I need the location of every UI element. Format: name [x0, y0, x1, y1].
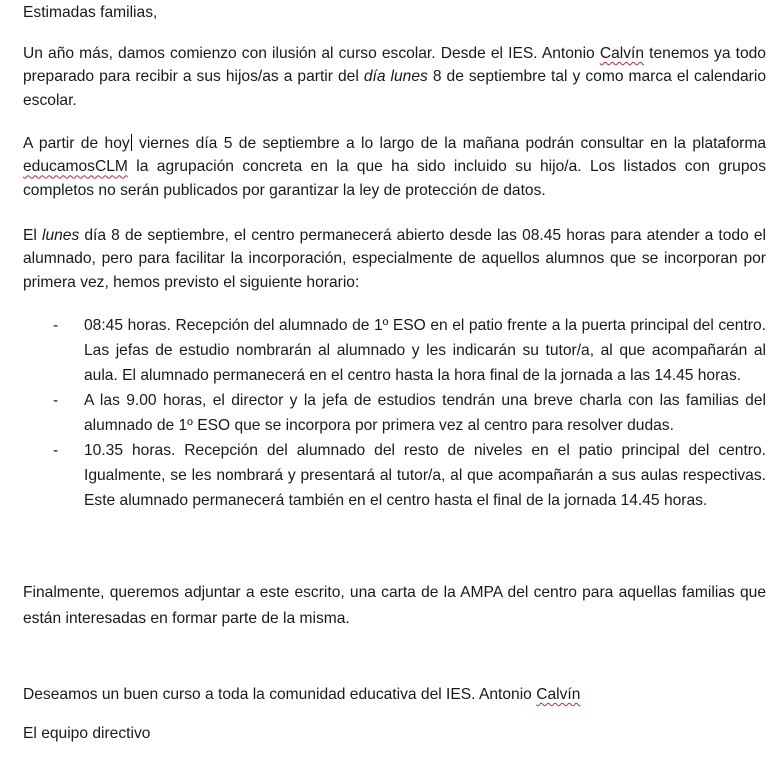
closing-text-a: Deseamos un buen curso a toda la comunidad educativa del IES. Antonio	[23, 686, 537, 703]
list-item	[0, 313, 766, 388]
p1-date-italic: día lunes	[363, 68, 428, 86]
p2-text-b: viernes día 5 de septiembre a lo largo de la mañana podrán consultar en la plataforma	[132, 135, 766, 152]
paragraph-intro	[23, 42, 766, 112]
signature	[23, 722, 766, 745]
paragraph-platform	[23, 132, 766, 202]
text-cursor	[131, 134, 132, 151]
list-item-text: 08:45 horas. Recepción del alumnado de 1º ESO en el patio frente a la puerta principal del centro. Las jefas de estudio nombrarán al alumnado y les indicarán su tutor/a, al que acompañarán al aula. El alumnado permanecerá en el centro hasta la hora final de la jornada a las 14.45 horas.	[84, 317, 766, 384]
schedule-list	[0, 313, 779, 513]
list-item-text: 10.35 horas. Recepción del alumnado del resto de niveles en el patio principal del centro. Igualmente, se les nombrará y presentará al tutor/a, al que acompañarán a sus aulas respectivas. Este alumnado permanecerá también en el centro hasta el final de la jornada 14.45 horas.	[84, 442, 766, 509]
p1-text-a: Un año más, damos comienzo con ilusión al curso escolar. Desde el IES. Antonio	[23, 45, 600, 62]
bullet-marker: -	[53, 442, 59, 459]
p3-text-a: El	[23, 227, 42, 244]
salutation-text: Estimadas familias,	[23, 4, 158, 21]
salutation	[23, 1, 766, 24]
paragraph-ampa	[23, 580, 766, 632]
p1-text-c: 8 de septiembre tal y como marca el calendario escolar.	[23, 68, 766, 109]
bullet-marker: -	[53, 392, 59, 409]
paragraph-schedule-intro	[23, 224, 766, 294]
p1-text-b: tenemos ya todo preparado para recibir a sus hijos/as a partir del	[23, 45, 766, 86]
closing-line	[23, 683, 766, 706]
p2-text-a: A partir de hoy	[23, 135, 130, 152]
list-item	[0, 388, 766, 438]
list-item	[0, 438, 766, 513]
p2-text-c: la agrupación concreta en la que ha sido incluido su hijo/a. Los listados con grupos completos no serán publicados por garantizar la ley de protección de datos.	[23, 158, 766, 199]
spellcheck-calvin: Calvín	[599, 45, 645, 62]
bullet-marker: -	[53, 317, 59, 334]
p3-text-b: día 8 de septiembre, el centro permanecerá abierto desde las 08.45 horas para atender a todo el alumnado, pero para facilitar la incorporación, especialmente de aquellos alumnos que se incorporan por primera vez, hemos previsto el siguiente horario:	[23, 227, 767, 291]
spellcheck-calvin-closing: Calvín	[536, 686, 581, 703]
p3-lunes-italic: lunes	[41, 227, 80, 244]
spellcheck-educamosclm: educamosCLM	[23, 158, 128, 176]
list-item-text: A las 9.00 horas, el director y la jefa de estudios tendrán una breve charla con las familias del alumnado de 1º ESO que se incorpora por primera vez al centro para resolver dudas.	[84, 392, 766, 434]
signature-text: El equipo directivo	[23, 725, 151, 742]
p4-text: Finalmente, queremos adjuntar a este escrito, una carta de la AMPA del centro para aquellas familias que están interesadas en formar parte de la misma.	[23, 584, 766, 627]
